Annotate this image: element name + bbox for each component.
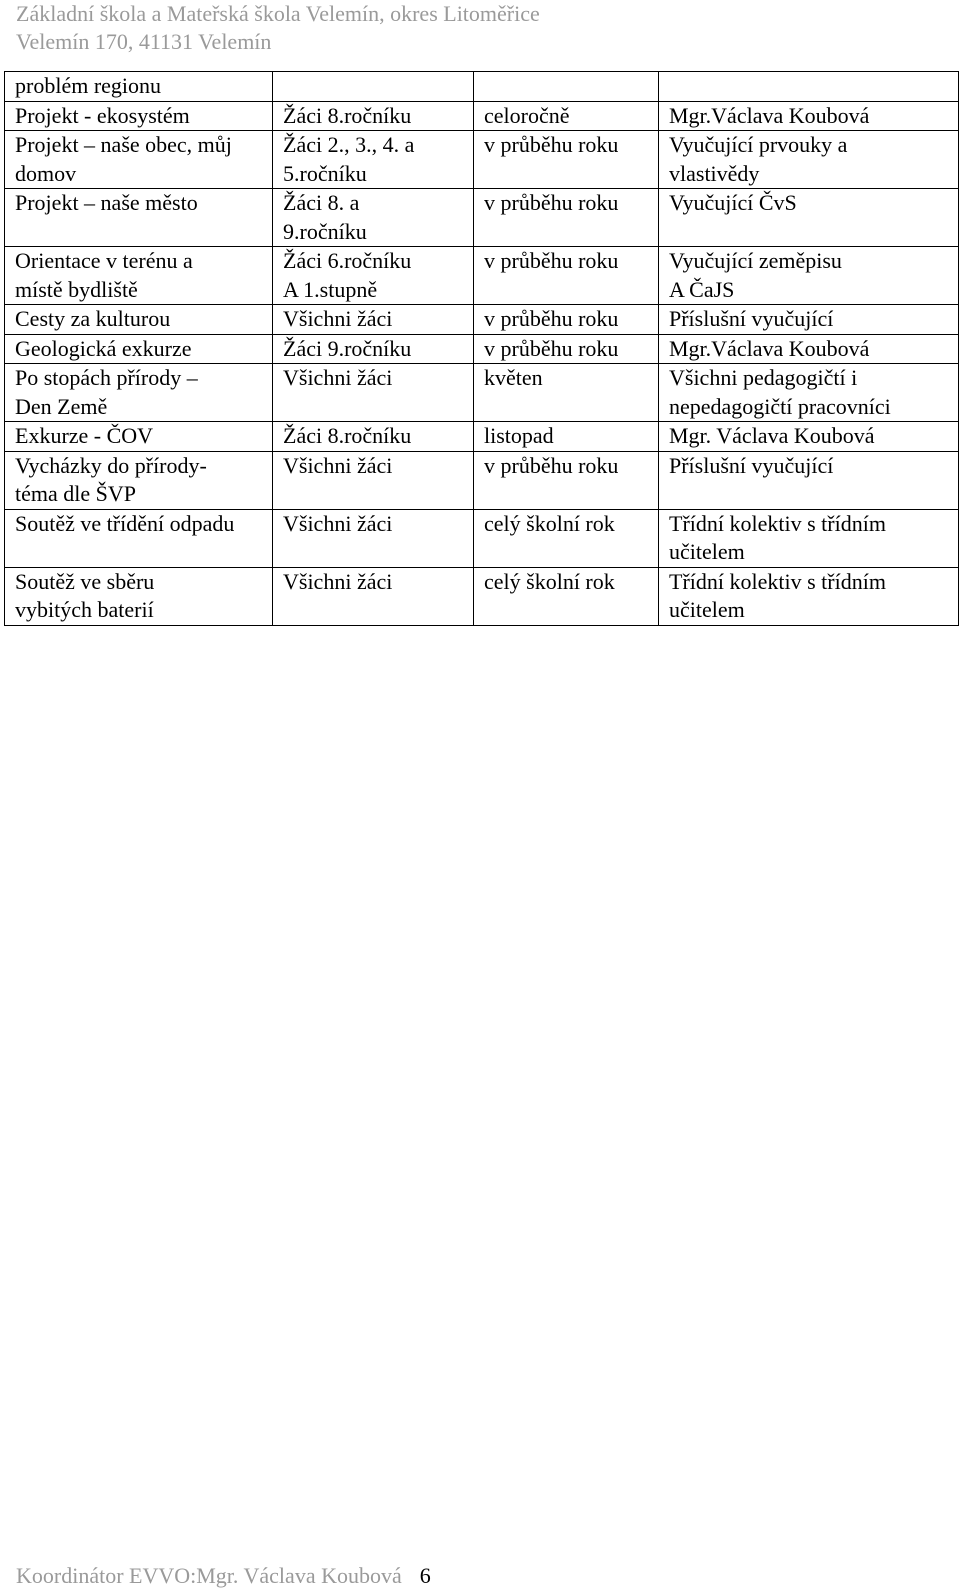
timing-cell: v průběhu roku <box>474 189 659 247</box>
table-row <box>5 189 959 247</box>
timing-cell: v průběhu roku <box>474 247 659 305</box>
participants-cell: Žáci 8. a 9.ročníku <box>273 189 474 247</box>
responsible-cell: Vyučující ČvS <box>659 189 959 247</box>
responsible-cell: Všichni pedagogičtí i nepedagogičtí pracovníci <box>659 364 959 422</box>
activity-cell: Cesty za kulturou <box>5 305 273 335</box>
responsible-cell: Třídní kolektiv s třídním učitelem <box>659 567 959 625</box>
activity-cell: Geologická exkurze <box>5 334 273 364</box>
responsible-cell: Vyučující prvouky a vlastivědy <box>659 131 959 189</box>
timing-cell: v průběhu roku <box>474 131 659 189</box>
table-row <box>5 72 959 102</box>
responsible-cell: Mgr.Václava Koubová <box>659 101 959 131</box>
responsible-cell: Třídní kolektiv s třídním učitelem <box>659 509 959 567</box>
participants-cell: Všichni žáci <box>273 509 474 567</box>
timing-cell: květen <box>474 364 659 422</box>
activity-table <box>4 71 959 626</box>
table-row <box>5 364 959 422</box>
school-name: Základní škola a Mateřská škola Velemín, okres Litoměřice <box>16 1 540 26</box>
participants-cell: Žáci 8.ročníku <box>273 422 474 452</box>
activity-cell: Vycházky do přírody- téma dle ŠVP <box>5 451 273 509</box>
responsible-cell: Mgr. Václava Koubová <box>659 422 959 452</box>
page-footer <box>16 1562 431 1590</box>
participants-cell: Všichni žáci <box>273 305 474 335</box>
timing-cell: celoročně <box>474 101 659 131</box>
responsible-cell: Vyučující zeměpisu A ČaJS <box>659 247 959 305</box>
table-row <box>5 247 959 305</box>
timing-cell: v průběhu roku <box>474 334 659 364</box>
timing-cell: v průběhu roku <box>474 305 659 335</box>
activity-cell: Soutěž ve třídění odpadu <box>5 509 273 567</box>
timing-cell: listopad <box>474 422 659 452</box>
timing-cell: celý školní rok <box>474 509 659 567</box>
participants-cell: Žáci 8.ročníku <box>273 101 474 131</box>
table-row <box>5 451 959 509</box>
table-row <box>5 334 959 364</box>
activity-cell: Projekt – naše město <box>5 189 273 247</box>
responsible-cell: Mgr.Václava Koubová <box>659 334 959 364</box>
participants-cell: Všichni žáci <box>273 451 474 509</box>
activity-cell: problém regionu <box>5 72 273 102</box>
participants-cell: Žáci 9.ročníku <box>273 334 474 364</box>
activity-cell: Projekt – naše obec, můj domov <box>5 131 273 189</box>
page-number: 6 <box>419 1563 431 1588</box>
table-row <box>5 422 959 452</box>
table-row <box>5 101 959 131</box>
timing-cell <box>474 72 659 102</box>
activity-cell: Exkurze - ČOV <box>5 422 273 452</box>
activity-cell: Projekt - ekosystém <box>5 101 273 131</box>
page-header <box>16 0 540 56</box>
table-row <box>5 305 959 335</box>
participants-cell: Žáci 2., 3., 4. a 5.ročníku <box>273 131 474 189</box>
timing-cell: v průběhu roku <box>474 451 659 509</box>
responsible-cell <box>659 72 959 102</box>
table-row <box>5 509 959 567</box>
participants-cell: Žáci 6.ročníku A 1.stupně <box>273 247 474 305</box>
activity-cell: Soutěž ve sběru vybitých baterií <box>5 567 273 625</box>
activity-table-body <box>5 72 959 626</box>
timing-cell: celý školní rok <box>474 567 659 625</box>
activity-cell: Orientace v terénu a místě bydliště <box>5 247 273 305</box>
table-row <box>5 567 959 625</box>
table-row <box>5 131 959 189</box>
school-address: Velemín 170, 41131 Velemín <box>16 29 272 54</box>
responsible-cell: Příslušní vyučující <box>659 451 959 509</box>
participants-cell: Všichni žáci <box>273 567 474 625</box>
activity-cell: Po stopách přírody – Den Země <box>5 364 273 422</box>
footer-coordinator: Koordinátor EVVO:Mgr. Václava Koubová <box>16 1563 402 1588</box>
participants-cell <box>273 72 474 102</box>
responsible-cell: Příslušní vyučující <box>659 305 959 335</box>
participants-cell: Všichni žáci <box>273 364 474 422</box>
